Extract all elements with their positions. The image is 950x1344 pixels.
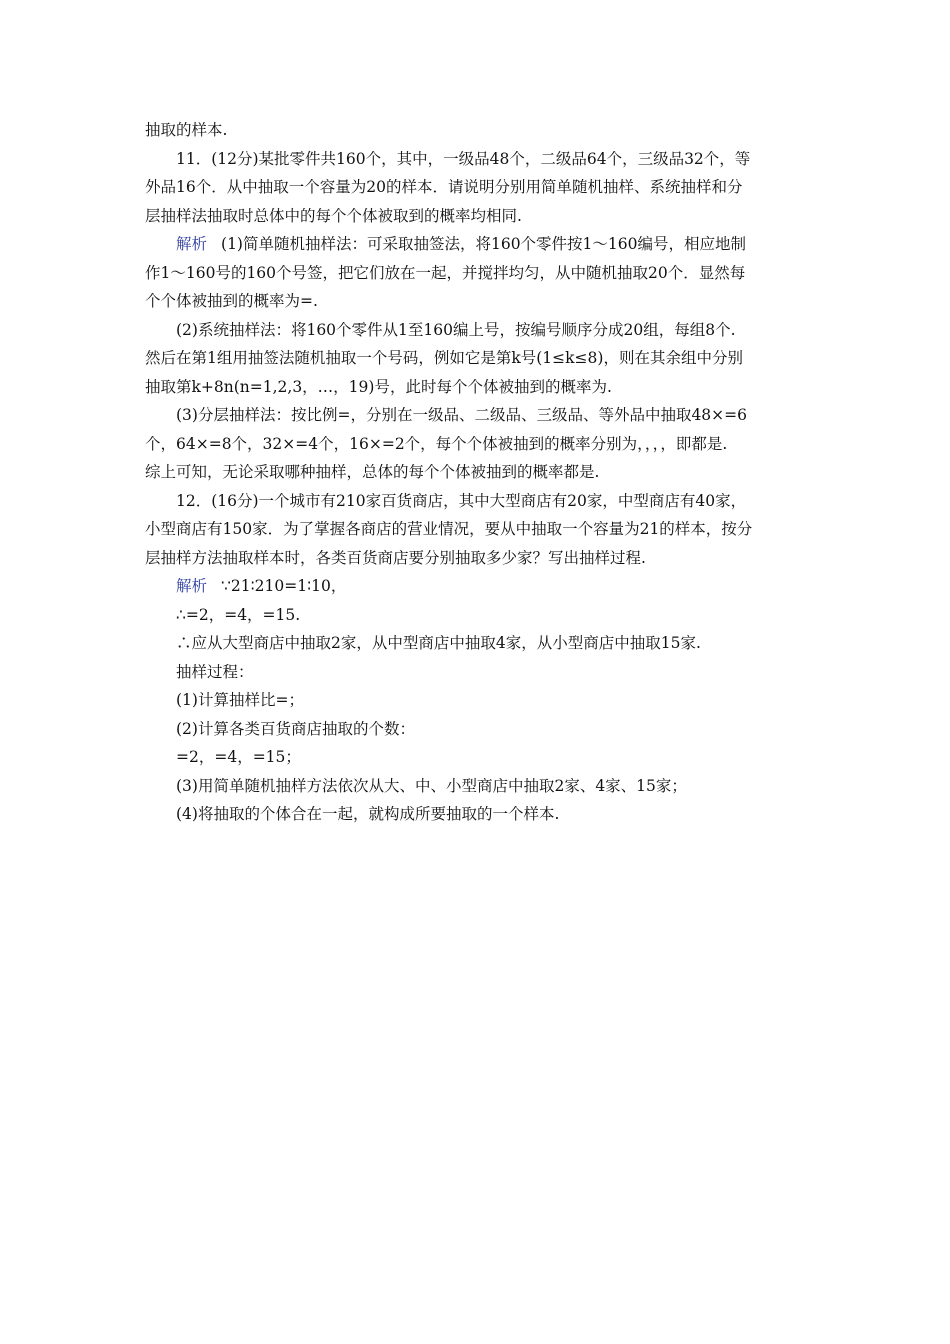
text-line [145,629,820,658]
line-text: (1)简单随机抽样法：可采取抽签法，将160个零件按1～160编号，相应地制 [221,235,747,253]
text-line [145,173,820,202]
line-text: 个，64×=8个，32×=4个，16×=2个，每个个体被抽到的概率分别为，，，，即都是. [145,434,728,453]
solution-12-start [145,572,820,601]
solution-11-start [145,230,820,259]
line-text: (1)计算抽样比=； [176,691,304,709]
solution-tag: 解析 [176,235,208,253]
line-text: 抽样过程： [176,662,254,681]
line-text: 作1～160号的160个号签，把它们放在一起，并搅拌均匀，从中随机抽取20个．显然每 [145,263,746,282]
solution-tag: 解析 [176,577,208,595]
line-text: 层抽样法抽取时总体中的每个个体被取到的概率均相同. [145,206,522,225]
text-line [145,800,820,829]
line-text: ∵21∶210=1∶10， [221,577,347,595]
document-body [145,116,820,829]
text-line [145,743,820,772]
line-text: ∴=2，=4，=15. [176,605,301,624]
text-line [145,344,820,373]
line-text: 小型商店有150家．为了掌握各商店的营业情况，要从中抽取一个容量为21的样本，按分 [145,520,753,538]
line-text: =2，=4，=15； [176,748,301,766]
text-line [145,686,820,715]
problem-12-heading [145,487,820,516]
line-text: 综上可知，无论采取哪种抽样，总体的每个个体被抽到的概率都是. [145,463,600,481]
line-text: 层抽样方法抽取样本时，各类百货商店要分别抽取多少家？写出抽样过程. [145,548,646,567]
text-line [145,202,820,231]
line-text: 11．(12分)某批零件共160个，其中，一级品48个，二级品64个，三级品32个，等 [176,149,751,168]
line-text: (3)分层抽样法：按比例=，分别在一级品、二级品、三级品、等外品中抽取48×=6 [176,406,748,424]
text-line [145,601,820,630]
text-line [145,544,820,573]
text-line [145,430,820,459]
line-text: 12．(16分)一个城市有210家百货商店，其中大型商店有20家，中型商店有40家， [176,491,747,510]
problem-11-heading [145,145,820,174]
text-line [145,715,820,744]
text-line [145,116,820,145]
text-line [145,401,820,430]
line-text: 然后在第1组用抽签法随机抽取一个号码，例如它是第k号(1≤k≤8)，则在其余组中分别 [145,349,743,367]
line-text: (2)系统抽样法：将160个零件从1至160编上号，按编号顺序分成20组，每组8个. [176,320,736,339]
line-text: (3)用简单随机抽样方法依次从大、中、小型商店中抽取2家、4家、15家； [176,776,687,795]
line-text: 外品16个．从中抽取一个容量为20的样本．请说明分别用简单随机抽样、系统抽样和分 [145,178,743,196]
line-text: (2)计算各类百货商店抽取的个数： [176,719,415,738]
line-text: 个个体被抽到的概率为=. [145,292,318,310]
line-text: 抽取第k+8n(n=1,2,3，…，19)号，此时每个个体被抽到的概率为. [145,377,612,396]
text-line [145,316,820,345]
text-line [145,287,820,316]
line-text: (4)将抽取的个体合在一起，就构成所要抽取的一个样本. [176,805,560,823]
line-text: 抽取的样本. [145,121,228,139]
text-line [145,772,820,801]
line-text: ∴应从大型商店中抽取2家，从中型商店中抽取4家，从小型商店中抽取15家. [176,634,701,652]
text-line [145,515,820,544]
text-line [145,259,820,288]
text-line [145,458,820,487]
text-line [145,373,820,402]
text-line [145,658,820,687]
